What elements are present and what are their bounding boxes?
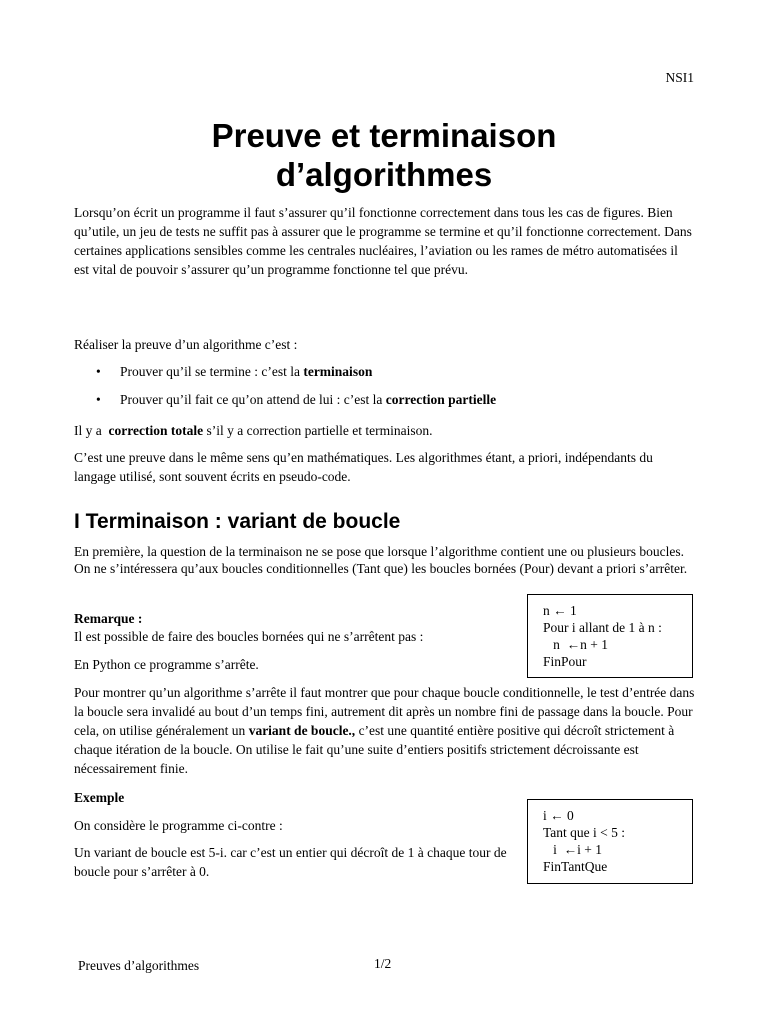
variant-before: Pour montrer qu’un algorithme s’arrête il faut montrer que pour chaque boucle conditionnelle, le test d’entrée dans la boucle sera invalidé au bout d’un temps fini, autrement dit après un nombre fini de passage dans la boucle. Pour cela, on utilise généralement un — [74, 685, 695, 738]
code-line: i ←i + 1 — [543, 842, 602, 857]
code-line: n ←n + 1 — [543, 637, 608, 652]
bullet-marker: • — [96, 392, 101, 407]
bullet-keyword: correction partielle — [385, 392, 497, 407]
code-line: FinTantQue — [543, 859, 608, 874]
python-note: En Python ce programme s’arrête. — [74, 657, 259, 672]
total-after: s’il y a correction partielle et terminaison. — [203, 423, 433, 438]
example-text: Un variant de boucle est 5-i. car c’est un entier qui décroît de 1 à chaque tour de boucle pour s’arrêter à 0. — [74, 845, 507, 879]
remark-title: Remarque : — [74, 611, 143, 626]
footer-title: Preuves d’algorithmes — [78, 958, 200, 973]
bullet-text: Prouver qu’il se termine : c’est la — [120, 364, 304, 379]
intro-paragraph: Lorsqu’on écrit un programme il faut s’assurer qu’il fonctionne correctement dans tous les cas de figures. Bien qu’utile, un jeu de tests ne suffit pas à assurer que le programme se termine et qu’il fonctionne correctement. Dans certaines applications sensibles comme les centrales nucléaires, l’aviation ou les rames de métro automatisées il est vital de pouvoir s’assurer qu’un programme fonctionne tel que prévu. — [74, 205, 692, 277]
bullet-item-correction — [96, 390, 696, 409]
example-title: Exemple — [74, 790, 125, 805]
bullet-text: Prouver qu’il fait ce qu’on attend de lui : c’est la — [120, 392, 386, 407]
page-number: 1/2 — [374, 956, 392, 971]
bullet-marker: • — [96, 364, 101, 379]
total-keyword: correction totale — [108, 423, 204, 438]
total-correction-paragraph — [74, 421, 696, 440]
variant-keyword: variant de boucle., — [248, 723, 356, 738]
code-box-pour — [527, 594, 693, 678]
code-line: n ← 1 — [543, 603, 577, 618]
header-code: NSI1 — [665, 70, 694, 85]
code-line: i ← 0 — [543, 808, 574, 823]
code-box-tantque — [527, 799, 693, 884]
remark-text: Il est possible de faire des boucles bornées qui ne s’arrêtent pas : — [74, 629, 424, 644]
section-heading: I Terminaison : variant de boucle — [74, 510, 401, 533]
code-line: FinPour — [543, 654, 587, 669]
math-paragraph: C’est une preuve dans le même sens qu’en mathématiques. Les algorithmes étant, a priori, indépendants du langage utilisé, sont souvent écrits en pseudo-code. — [74, 450, 653, 484]
section-intro: En première, la question de la terminaison ne se pose que lorsque l’algorithme contient une ou plusieurs boucles. On ne s’intéressera qu’aux boucles conditionnelles (Tant que) les boucles bornées (Pour) devant a priori s’arrêter. — [74, 544, 688, 576]
variant-paragraph — [74, 683, 696, 778]
example-intro: On considère le programme ci-contre : — [74, 818, 283, 833]
variant-after: c’est une quantité entière positive qui décroît strictement à chaque itération de la boucle. On utilise le fait qu’une suite d’entiers positifs strictement décroissante est nécessairement finie. — [74, 723, 675, 776]
page-title — [0, 116, 768, 194]
code-line: Tant que i < 5 : — [543, 825, 626, 840]
proof-definition: Réaliser la preuve d’un algorithme c’est : — [74, 337, 298, 352]
title-line-1: Preuve et terminaison — [211, 117, 557, 154]
code-line: Pour i allant de 1 à n : — [543, 620, 662, 635]
title-line-2: d’algorithmes — [275, 156, 493, 193]
total-before: Il y a — [74, 423, 109, 438]
bullet-keyword: terminaison — [303, 364, 373, 379]
bullet-item-termination — [96, 362, 696, 381]
